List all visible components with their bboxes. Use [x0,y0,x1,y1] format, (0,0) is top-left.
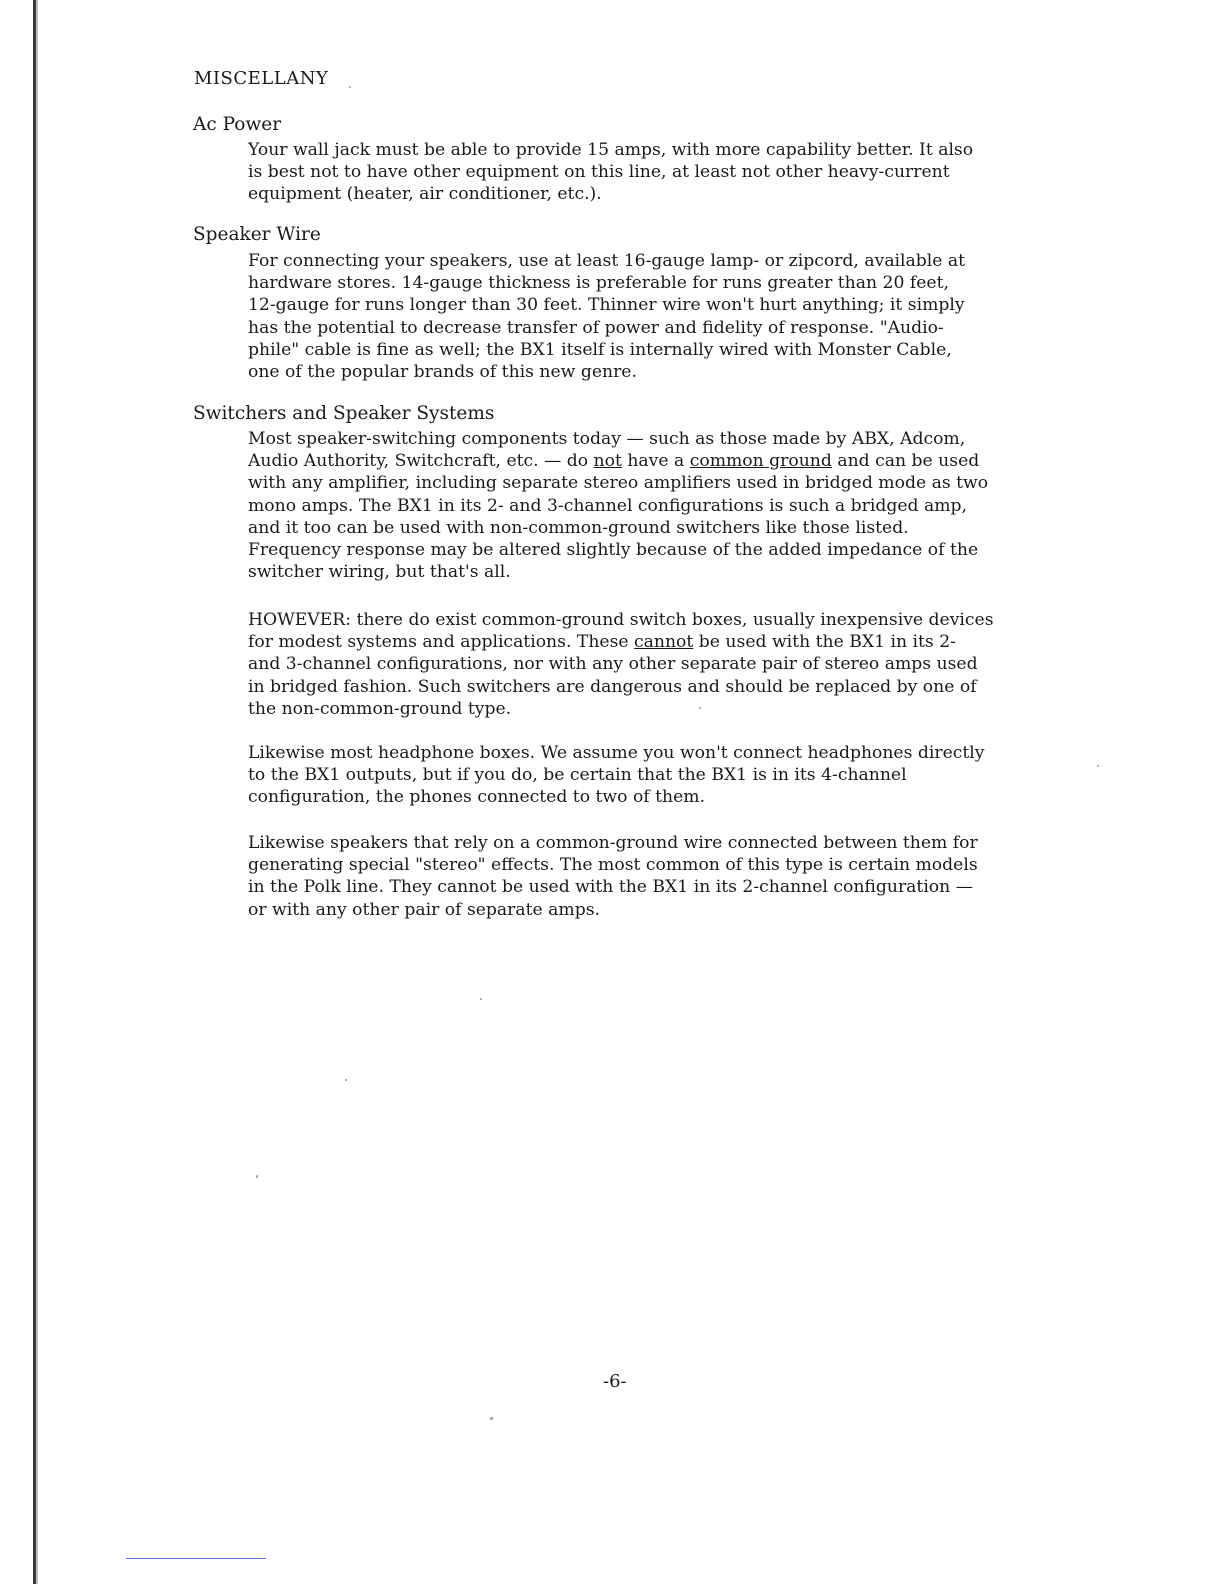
underlined-common-ground: common ground [689,451,832,472]
section-heading-switchers: Switchers and Speaker Systems [193,403,495,424]
scan-left-edge-shadow [36,0,38,1584]
scan-speck [345,1079,347,1081]
text-line: HOWEVER: there do exist common-ground switch boxes, usually inexpensive devices [248,610,994,630]
page-number: -6- [603,1371,627,1392]
underlined-cannot: cannot [634,632,694,653]
text-line: and 3-channel configurations, nor with any other separate pair of stereo amps used [248,654,978,675]
scan-speck [480,998,482,1000]
text-line: Likewise speakers that rely on a common-ground wire connected between them for [248,833,978,853]
text-line: has the potential to decrease transfer of power and fidelity of response. "Audio- [248,317,944,338]
text-line: switcher wiring, but that's all. [248,562,511,583]
underlined-not: not [593,451,622,472]
scan-speck [490,1417,493,1420]
paragraph-common-ground-speakers [248,832,1088,921]
footer-rule [126,1558,266,1559]
text-line: configuration, the phones connected to two of them. [248,787,706,808]
text-line: Your wall jack must be able to provide 15 amps, with more capability better. It also [248,140,974,160]
paragraph-headphone-boxes [248,742,1088,809]
text-line: in the Polk line. They cannot be used with the BX1 in its 2-channel configuration — [248,877,973,898]
text-line: mono amps. The BX1 in its 2- and 3-channel configurations is such a bridged amp, [248,495,967,516]
text-line: one of the popular brands of this new genre. [248,362,637,383]
paragraph-switchers-intro [248,428,1088,583]
text-line: in bridged fashion. Such switchers are dangerous and should be replaced by one of [248,676,977,697]
text-line: with any amplifier, including separate stereo amplifiers used in bridged mode as two [248,473,989,494]
paragraph-ac-power [248,139,1088,206]
scan-speck [699,707,701,709]
text-line: or with any other pair of separate amps. [248,899,601,920]
text-line: equipment (heater, air conditioner, etc.). [248,184,602,205]
scan-speck [1097,765,1099,767]
text-line: generating special "stereo" effects. The most common of this type is certain models [248,855,978,876]
text-line-with-underline: for modest systems and applications. These cannot be used with the BX1 in its 2- [248,632,956,653]
section-heading-speaker-wire: Speaker Wire [193,224,321,245]
text-line: hardware stores. 14-gauge thickness is preferable for runs greater than 20 feet, [248,273,949,294]
text-line: Frequency response may be altered slightly because of the added impedance of the [248,540,979,561]
text-line: 12-gauge for runs longer than 30 feet. Thinner wire won't hurt anything; it simply [248,295,965,316]
text-line: Likewise most headphone boxes. We assume you won't connect headphones directly [248,743,985,763]
text-line: the non-common-ground type. [248,698,512,719]
paragraph-however [248,609,1088,720]
section-heading-ac-power: Ac Power [193,114,282,135]
text-line-with-underlines: Audio Authority, Switchcraft, etc. — do not have a common ground and can be used [248,451,980,472]
text-line: is best not to have other equipment on this line, at least not other heavy-current [248,162,950,183]
text-line: For connecting your speakers, use at least 16-gauge lamp- or zipcord, available at [248,251,966,271]
page-title: MISCELLANY [194,68,329,89]
text-line: to the BX1 outputs, but if you do, be certain that the BX1 is in its 4-channel [248,765,907,786]
text-line: phile" cable is fine as well; the BX1 itself is internally wired with Monster Cable, [248,339,952,360]
text-line: and it too can be used with non-common-ground switchers like those listed. [248,517,909,538]
scan-speck [349,86,351,88]
text-line: Most speaker-switching components today — such as those made by ABX, Adcom, [248,429,966,449]
paragraph-speaker-wire [248,250,1088,383]
scan-speck [256,1175,258,1178]
